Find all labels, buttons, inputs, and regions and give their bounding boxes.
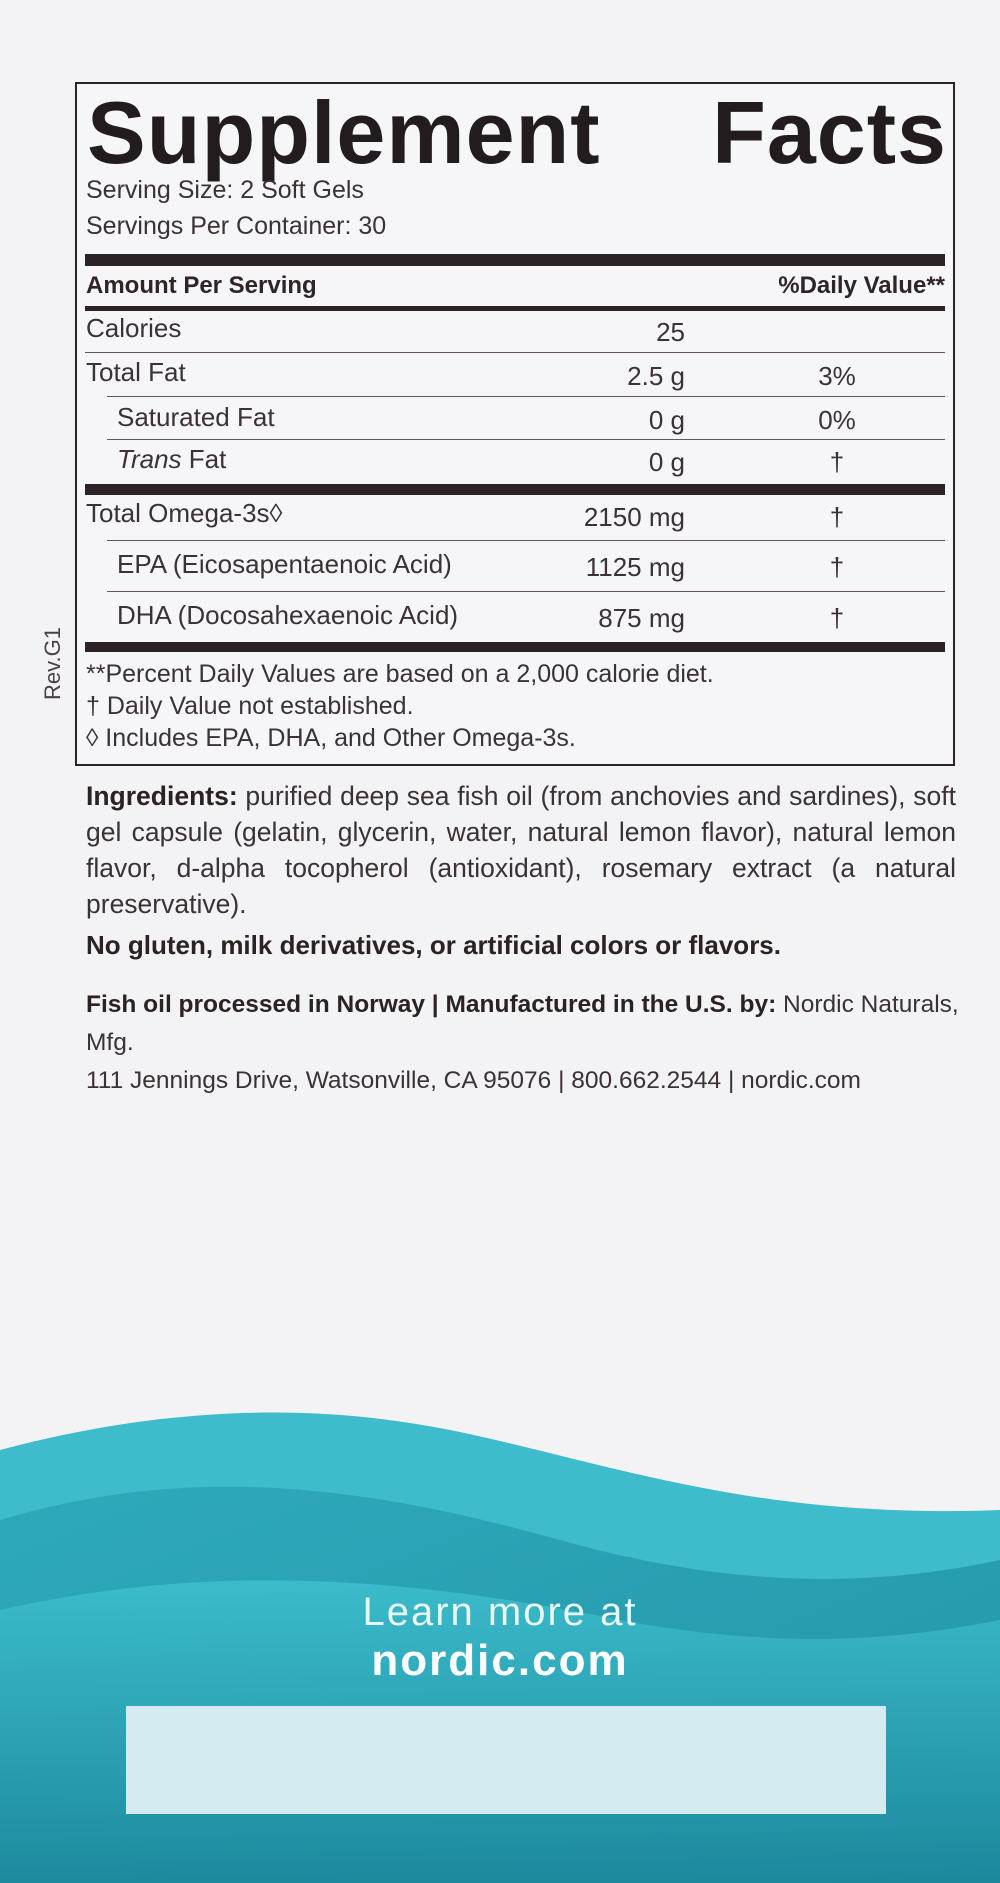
ingredients-text: purified deep sea fish oil (from anchovies and sardines), soft gel capsule (gelatin, glycerin, water, natural lemon flavor), natural lemon flavor, d-alpha tocopherol (antioxidant), rosemary extract (a natural preservative). xyxy=(86,781,956,919)
row-dha-amount: 875 mg xyxy=(598,603,685,633)
thick-divider xyxy=(85,642,945,652)
row-saturated-fat-name: Saturated Fat xyxy=(117,402,275,432)
trans-italic: Trans xyxy=(117,444,182,474)
manufacturer-origin: Fish oil processed in Norway | Manufactured in the U.S. by: xyxy=(86,991,777,1018)
row-total-omega3-amount: 2150 mg xyxy=(583,502,685,532)
footnote-dv-not-established: † Daily Value not established. xyxy=(86,692,414,720)
amount-per-serving-header: Amount Per Serving xyxy=(86,272,317,299)
row-epa-name: EPA (Eicosapentaenoic Acid) xyxy=(117,549,452,579)
row-divider xyxy=(107,540,945,541)
supplement-facts-title xyxy=(87,78,955,188)
title-word-supplement: Supplement xyxy=(87,83,601,182)
medium-divider xyxy=(85,306,945,311)
row-epa-amount: 1125 mg xyxy=(585,552,685,582)
free-from-statement: No gluten, milk derivatives, or artificial colors or flavors. xyxy=(86,930,781,960)
row-saturated-fat-dv: 0% xyxy=(818,405,856,435)
row-total-fat-dv: 3% xyxy=(818,361,856,391)
manufacturer-name: Nordic Naturals, Mfg. xyxy=(86,991,959,1056)
manufacturer-address: 111 Jennings Drive, Watsonville, CA 95076 | 800.662.2544 | nordic.com xyxy=(86,1067,861,1094)
row-total-fat-name: Total Fat xyxy=(86,357,186,387)
learn-more-text: Learn more at xyxy=(362,1590,638,1634)
supplement-facts-panel xyxy=(75,82,955,766)
row-calories-name: Calories xyxy=(86,313,182,343)
row-total-omega3-dv: † xyxy=(829,502,845,532)
servings-per-container: Servings Per Container: 30 xyxy=(86,212,387,240)
barcode-label-area xyxy=(126,1706,886,1814)
daily-value-header: %Daily Value** xyxy=(778,272,945,299)
website-link[interactable]: nordic.com xyxy=(371,1636,629,1685)
ingredients-paragraph xyxy=(86,778,956,922)
row-calories-amount: 25 xyxy=(656,317,685,347)
manufacturer-info xyxy=(86,986,966,1100)
row-dha-name: DHA (Docosahexaenoic Acid) xyxy=(117,600,459,630)
row-trans-fat-amount: 0 g xyxy=(648,447,685,477)
title-word-facts: Facts xyxy=(712,83,947,182)
revision-code: Rev.G1 xyxy=(40,627,65,700)
row-dha-dv: † xyxy=(829,603,845,633)
row-divider xyxy=(107,396,945,397)
footnote-percent-dv: **Percent Daily Values are based on a 2,000 calorie diet. xyxy=(86,660,714,688)
row-divider xyxy=(85,352,945,353)
trans-fat-rest: Fat xyxy=(181,444,227,474)
thick-divider xyxy=(85,254,945,266)
serving-size: Serving Size: 2 Soft Gels xyxy=(86,176,364,204)
ingredients-label: Ingredients: xyxy=(86,781,238,811)
row-trans-fat-dv: † xyxy=(829,447,845,477)
row-divider xyxy=(107,591,945,592)
row-saturated-fat-amount: 0 g xyxy=(648,405,685,435)
row-epa-dv: † xyxy=(829,552,845,582)
row-trans-fat-name xyxy=(117,444,226,475)
row-divider xyxy=(107,439,945,440)
footnote-omega3-includes: ◊ Includes EPA, DHA, and Other Omega-3s. xyxy=(86,724,576,752)
thick-divider xyxy=(85,484,945,495)
row-total-fat-amount: 2.5 g xyxy=(627,361,685,391)
row-total-omega3-name: Total Omega-3s◊ xyxy=(86,498,283,528)
